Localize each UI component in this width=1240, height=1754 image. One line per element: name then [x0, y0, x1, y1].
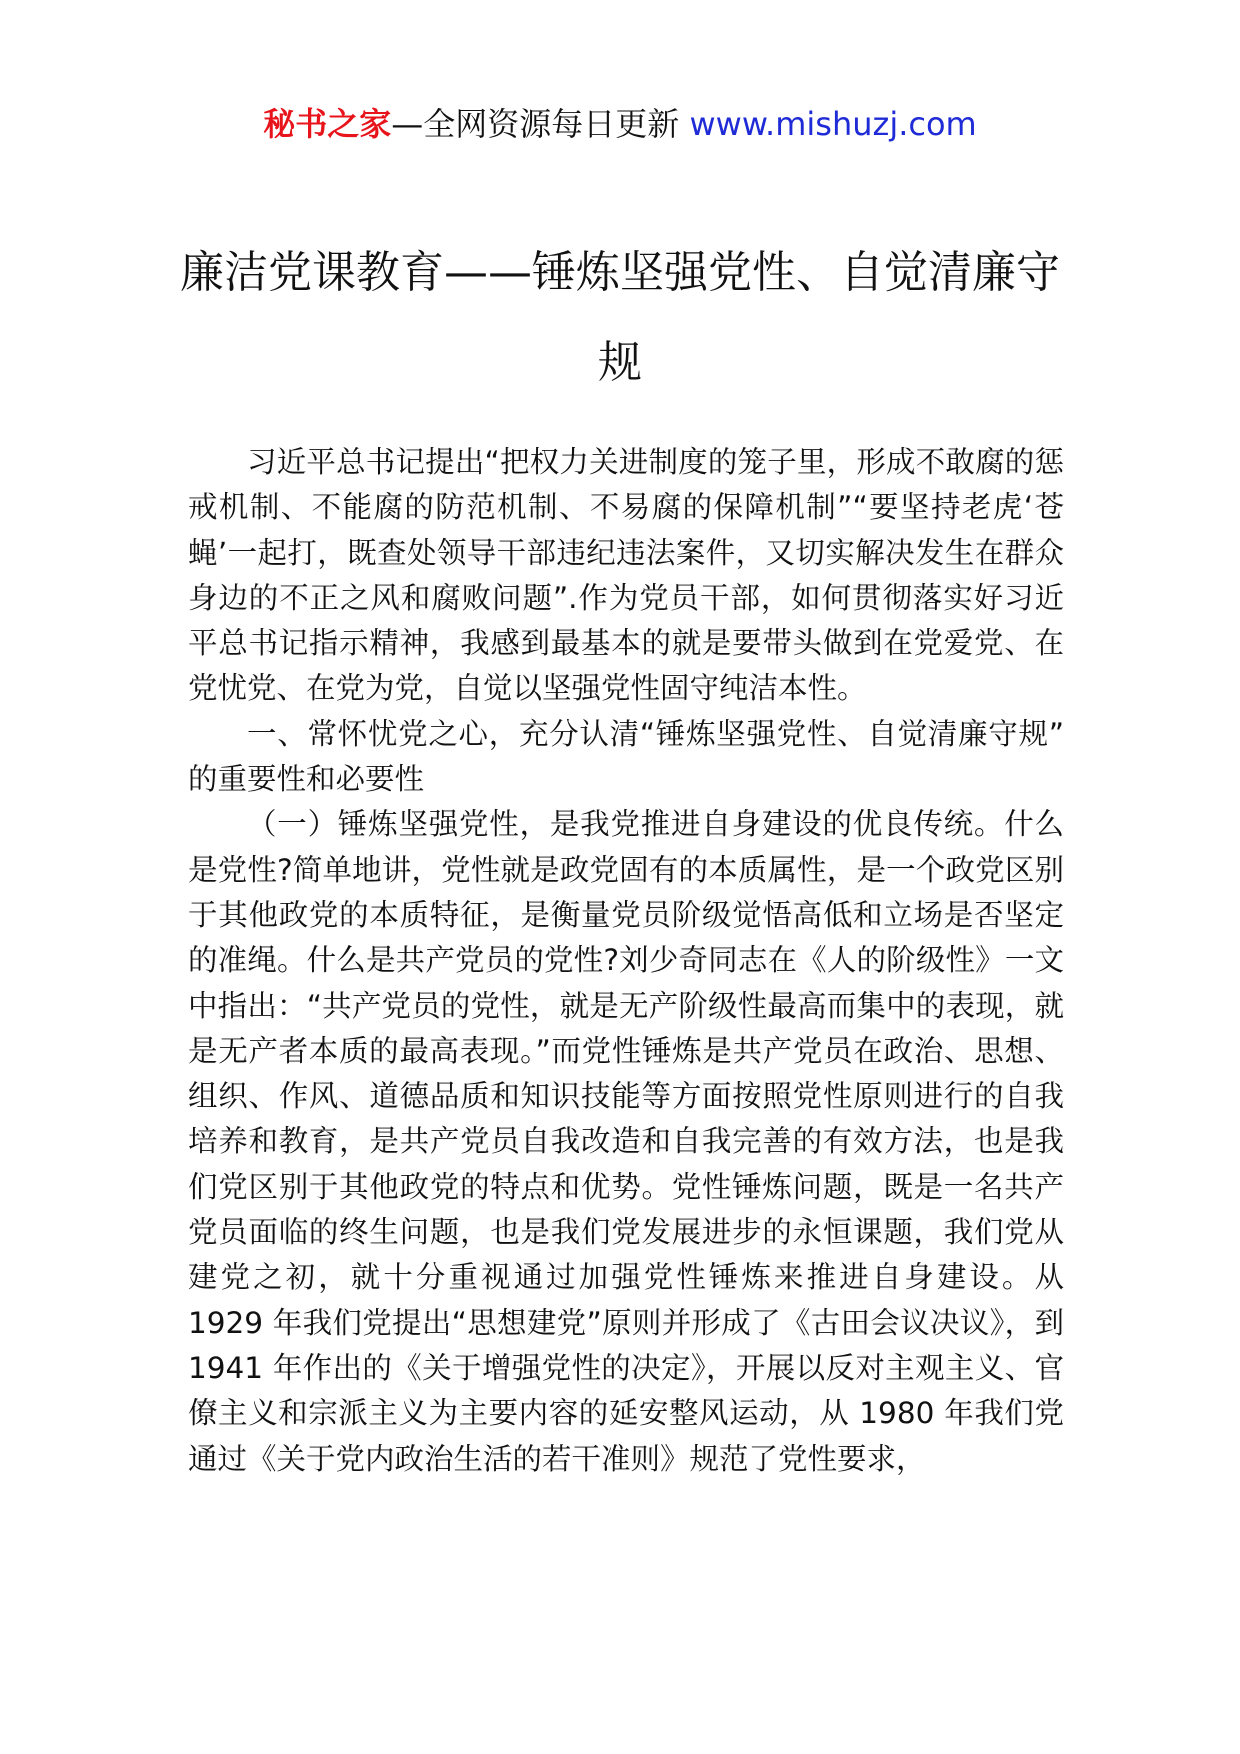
site-tagline: —全网资源每日更新 — [391, 105, 680, 143]
site-banner — [0, 100, 1240, 148]
site-brand: 秘书之家 — [263, 105, 392, 143]
paragraph-subsection-1: （一）锤炼坚强党性，是我党推进自身建设的优良传统。什么是党性?简单地讲，党性就是政党固有的本质属性，是一个政党区别于其他政党的本质特征，是衡量党员阶级觉悟高低和立场是否坚定的准绳。什么是共产党员的党性?刘少奇同志在《人的阶级性》一文中指出：“共产党员的党性，就是无产阶级性最高而集中的表现，就是无产者本质的最高表现。”而党性锤炼是共产党员在政治、思想、组织、作风、道德品质和知识技能等方面按照党性原则进行的自我培养和教育，是共产党员自我改造和自我完善的有效方法，也是我们党区别于其他政党的特点和优势。党性锤炼问题，既是一名共产党员面临的终生问题，也是我们党发展进步的永恒课题，我们党从建党之初，就十分重视通过加强党性锤炼来推进自身建设。从 1929 年我们党提出“思想建党”原则并形成了《古田会议决议》，到 1941 年作出的《关于增强党性的决定》，开展以反对主观主义、官僚主义和宗派主义为主要内容的延安整风运动，从 1980 年我们党通过《关于党内政治生活的若干准则》规范了党性要求， — [188, 807, 1064, 1476]
section-heading: 一、常怀忧党之心，充分认清“锤炼坚强党性、自觉清廉守规” 的重要性和必要性 — [188, 716, 1064, 797]
paragraph-intro: 习近平总书记提出“把权力关进制度的笼子里，形成不敢腐的惩戒机制、不能腐的防范机制、不易腐的保障机制”“要坚持老虎‘苍蝇’一起打，既查处领导干部违纪违法案件，又切实解决发生在群众身边的不正之风和腐败问题”.作为党员干部，如何贯彻落实好习近平总书记指示精神，我感到最基本的就是要带头做到在党爱党、在党忧党、在党为党，自觉以坚强党性固守纯洁本性。 — [188, 445, 1064, 706]
document-title: 廉洁党课教育——锤炼坚强党性、自觉清廉守规 — [180, 247, 1060, 388]
document-body — [188, 440, 1064, 1482]
site-url-link[interactable]: www.mishuzj.com — [689, 105, 977, 143]
